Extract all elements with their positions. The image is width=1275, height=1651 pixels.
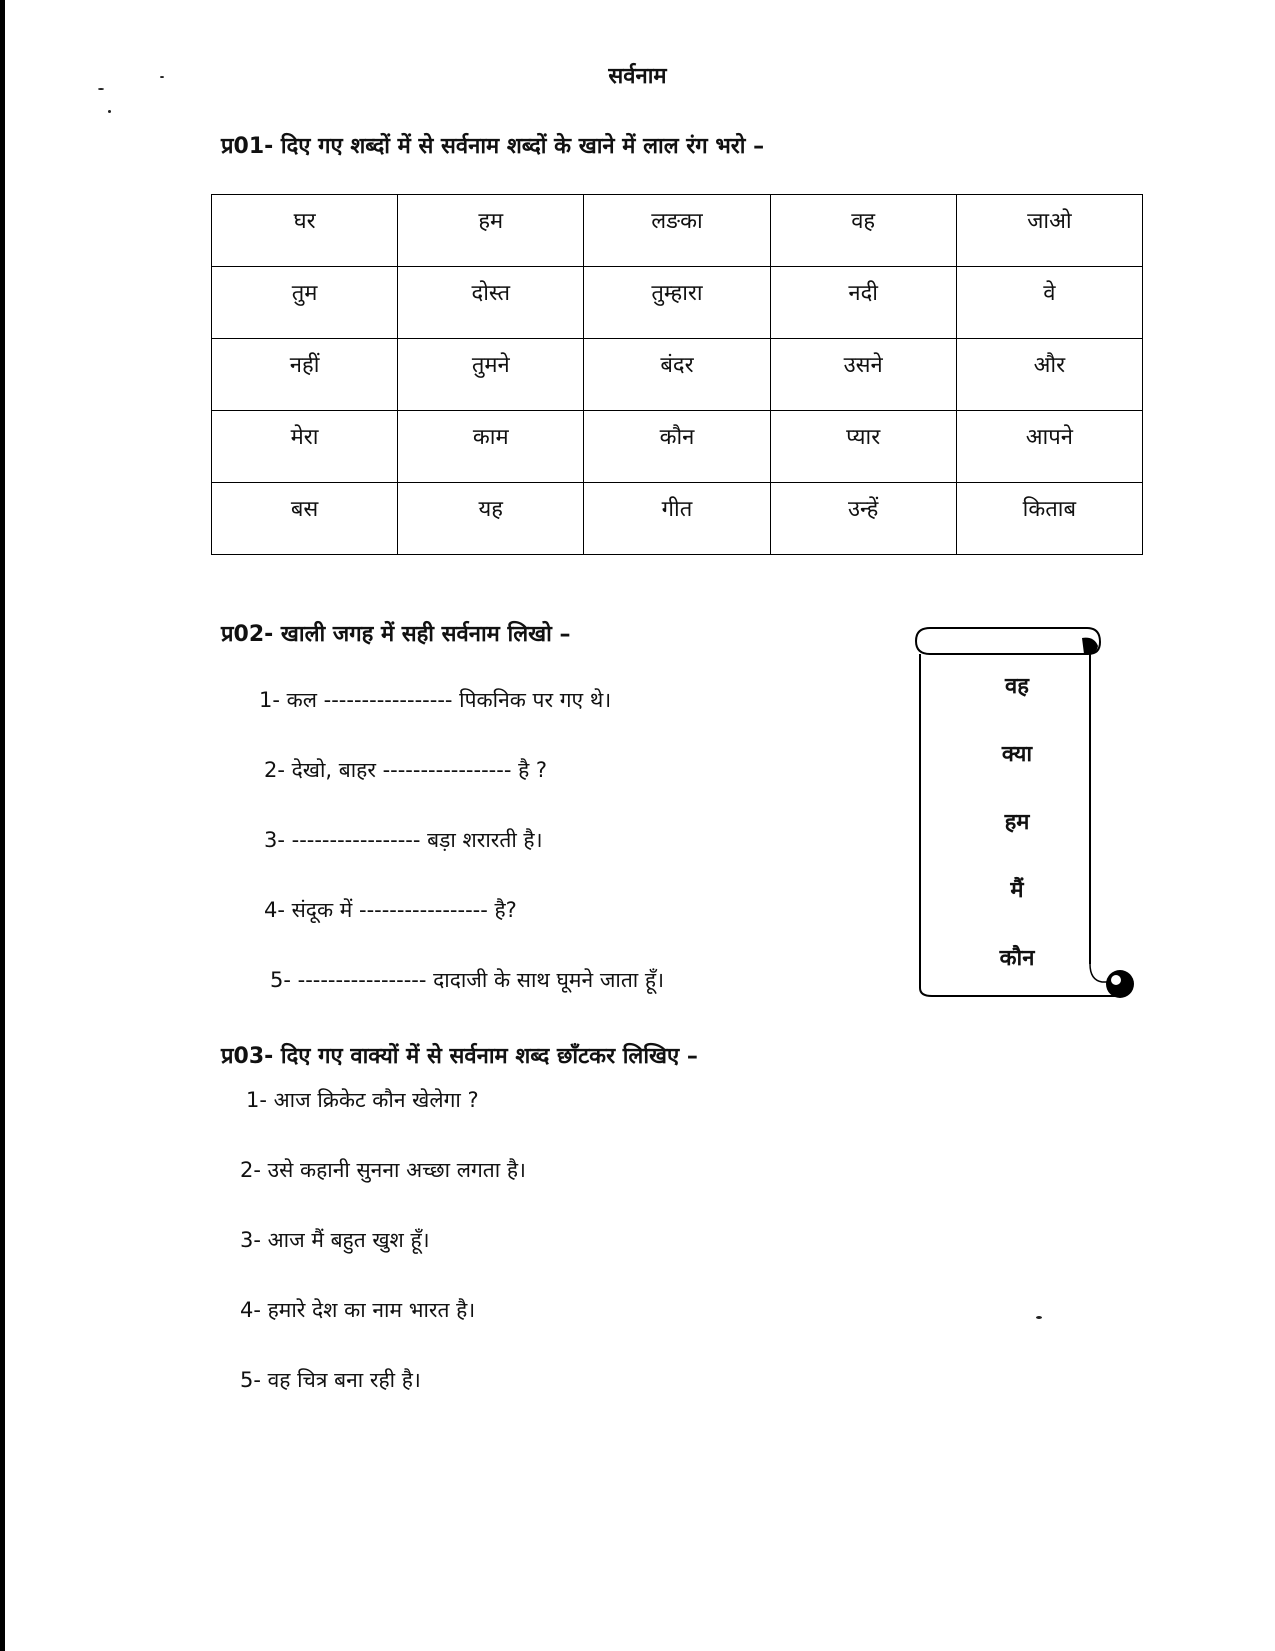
sentence-item: 5- वह चित्र बना रही है। <box>240 1368 421 1392</box>
table-row <box>212 483 1143 555</box>
left-margin-line <box>0 0 5 1651</box>
grid-cell[interactable]: नहीं <box>212 339 398 411</box>
table-row <box>212 339 1143 411</box>
sentence-item: 2- उसे कहानी सुनना अच्छा लगता है। <box>240 1158 526 1182</box>
scan-speck <box>108 110 111 113</box>
grid-cell[interactable]: वे <box>956 267 1142 339</box>
word-bank-item: हम <box>1004 810 1030 835</box>
grid-cell[interactable]: उन्हें <box>770 483 956 555</box>
word-bank-item: वह <box>1005 674 1029 699</box>
grid-cell[interactable]: हम <box>398 195 584 267</box>
page-title: सर्वनाम <box>608 64 667 89</box>
grid-cell[interactable]: उसने <box>770 339 956 411</box>
word-bank-scroll <box>902 624 1152 1014</box>
grid-cell[interactable]: आपने <box>956 411 1142 483</box>
grid-cell[interactable]: यह <box>398 483 584 555</box>
sentence-item: 3- आज मैं बहुत खुश हूँ। <box>240 1228 430 1252</box>
grid-cell[interactable]: बस <box>212 483 398 555</box>
table-row <box>212 195 1143 267</box>
grid-cell[interactable]: जाओ <box>956 195 1142 267</box>
pronoun-word-grid <box>211 194 1143 555</box>
table-row <box>212 411 1143 483</box>
grid-cell[interactable]: लङका <box>584 195 770 267</box>
grid-cell[interactable]: मेरा <box>212 411 398 483</box>
fill-blank-item: 2- देखो, बाहर ----------------- है ? <box>264 758 548 782</box>
sentence-item: 4- हमारे देश का नाम भारत है। <box>240 1298 476 1322</box>
grid-cell[interactable]: तुमने <box>398 339 584 411</box>
grid-cell[interactable]: और <box>956 339 1142 411</box>
question-1-heading: प्र01- दिए गए शब्दों में से सर्वनाम शब्दों के खाने में लाल रंग भरो – <box>221 134 765 159</box>
grid-cell[interactable]: काम <box>398 411 584 483</box>
grid-cell[interactable]: तुम <box>212 267 398 339</box>
question-2-heading: प्र02- खाली जगह में सही सर्वनाम लिखो – <box>221 622 571 647</box>
fill-blank-item: 5- ----------------- दादाजी के साथ घूमने जाता हूँ। <box>270 968 665 992</box>
grid-cell[interactable]: बंदर <box>584 339 770 411</box>
grid-cell[interactable]: किताब <box>956 483 1142 555</box>
grid-cell[interactable]: प्यार <box>770 411 956 483</box>
word-bank-item: मैं <box>1010 878 1024 903</box>
fill-blank-item: 3- ----------------- बड़ा शरारती है। <box>264 828 543 852</box>
fill-blank-item: 4- संदूक में ----------------- है? <box>264 898 517 922</box>
grid-cell[interactable]: दोस्त <box>398 267 584 339</box>
sentence-item: 1- आज क्रिकेट कौन खेलेगा ? <box>246 1088 479 1112</box>
grid-cell[interactable]: गीत <box>584 483 770 555</box>
question-3-heading: प्र03- दिए गए वाक्यों में से सर्वनाम शब्द छाँटकर लिखिए – <box>221 1044 698 1069</box>
fill-blank-item: 1- कल ----------------- पिकनिक पर गए थे। <box>259 688 612 712</box>
grid-cell[interactable]: तुम्हारा <box>584 267 770 339</box>
word-bank-item: कौन <box>999 946 1035 971</box>
grid-cell[interactable]: कौन <box>584 411 770 483</box>
table-row <box>212 267 1143 339</box>
grid-cell[interactable]: नदी <box>770 267 956 339</box>
word-bank-item: क्या <box>1001 742 1033 767</box>
grid-cell[interactable]: वह <box>770 195 956 267</box>
grid-cell[interactable]: घर <box>212 195 398 267</box>
scan-speck <box>1036 1316 1042 1319</box>
